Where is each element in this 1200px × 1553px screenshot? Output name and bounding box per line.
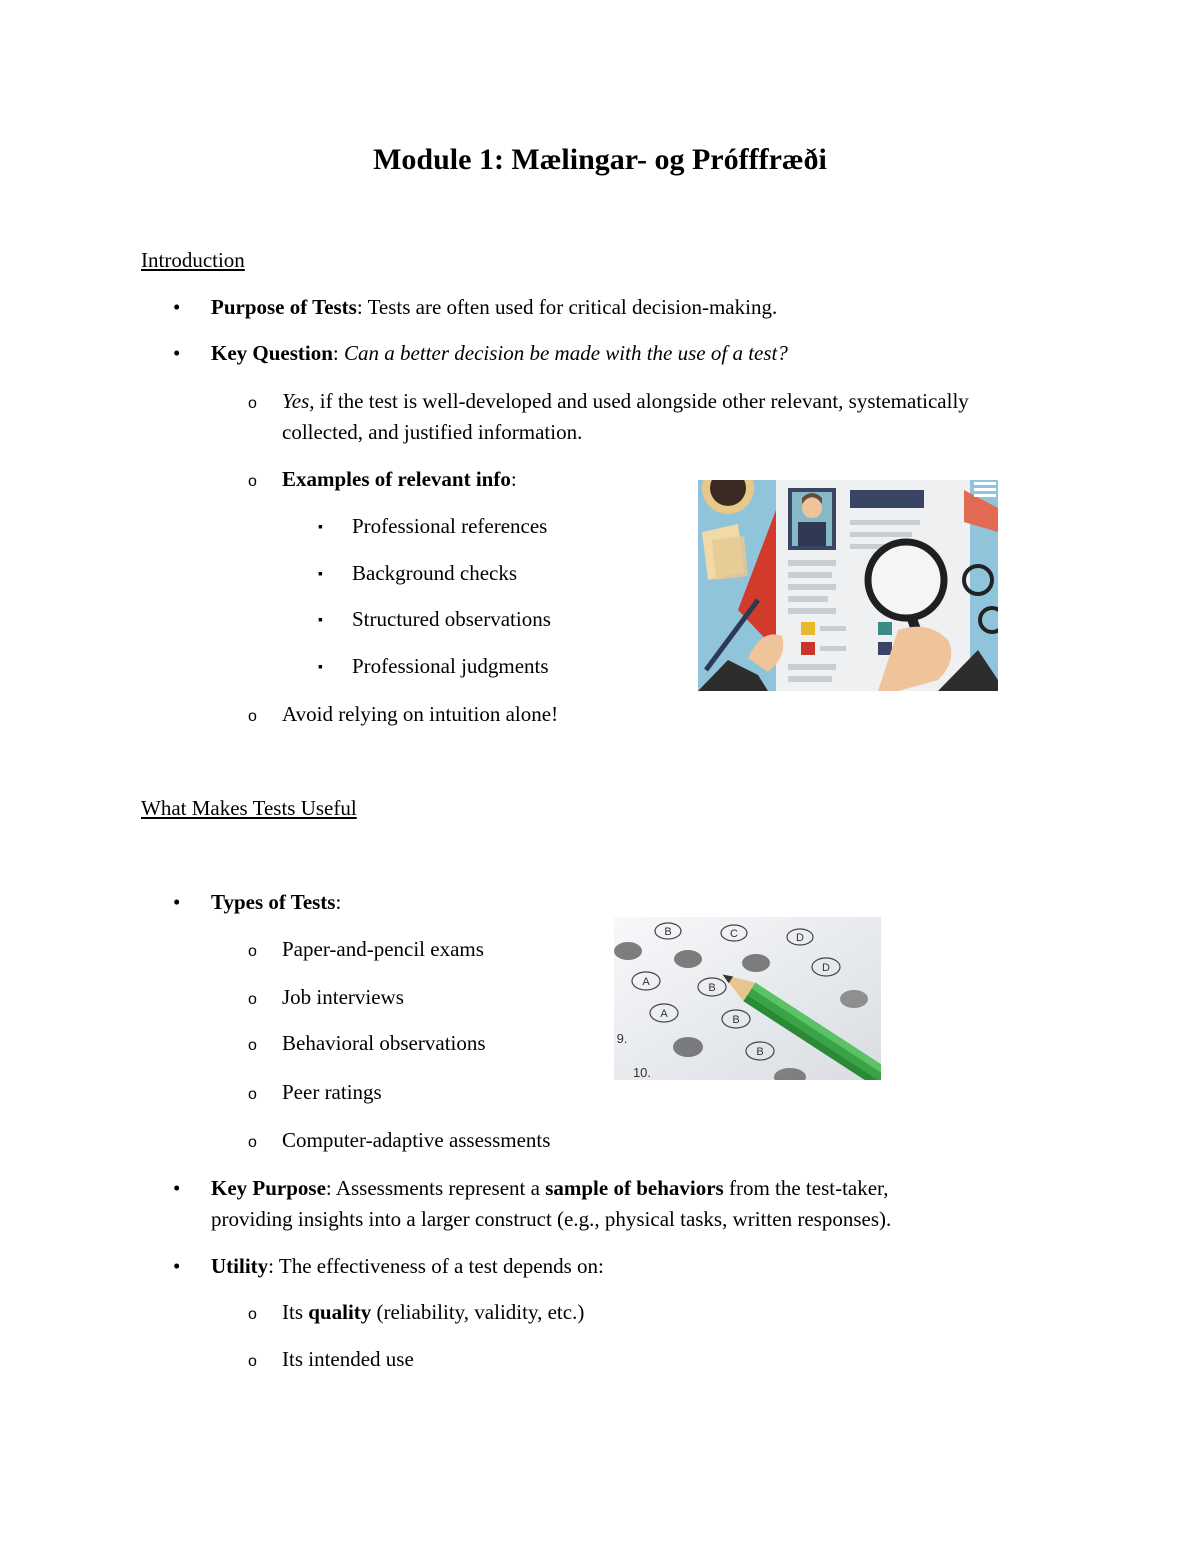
- resume-illustration-svg: [698, 480, 998, 691]
- yes-label: Yes: [282, 389, 310, 413]
- bubble-letter: B: [756, 1046, 764, 1058]
- intended-use-item: Its intended use: [282, 1347, 414, 1371]
- key-purpose-text-2: providing insights into a larger construct (e.g., physical tasks, written responses).: [211, 1207, 892, 1231]
- quality-item: [282, 1297, 584, 1328]
- bullet-marker: ▪: [318, 613, 323, 628]
- key-purpose-label: Key Purpose: [211, 1176, 326, 1200]
- quality-rest: (reliability, validity, etc.): [371, 1300, 585, 1324]
- bullet-marker: •: [173, 890, 181, 914]
- bullet-marker: o: [248, 1086, 257, 1103]
- bullet-marker: o: [248, 943, 257, 960]
- key-purpose-text-a: : Assessments represent a: [325, 1176, 546, 1200]
- examples-item: [282, 464, 517, 495]
- bubble-letter: C: [730, 928, 738, 940]
- examples-label: Examples of relevant info: [282, 467, 511, 491]
- bullet-marker: o: [248, 1306, 257, 1323]
- bullet-marker: o: [248, 473, 257, 490]
- bullet-marker: •: [173, 1254, 181, 1278]
- bullet-marker: ▪: [318, 520, 323, 535]
- yes-text-2: collected, and justified information.: [282, 420, 583, 444]
- key-question-label: Key Question: [211, 341, 333, 365]
- yes-item: [282, 386, 969, 417]
- list-item: Behavioral observations: [282, 1031, 486, 1055]
- answer-sheet-pencil-photo: [614, 917, 881, 1080]
- key-question-text: Can a better decision be made with the use of a test?: [344, 341, 788, 365]
- yes-text-1: , if the test is well-developed and used alongside other relevant, systematically: [309, 389, 969, 413]
- section-heading-useful: What Makes Tests Useful: [141, 796, 357, 820]
- types-of-tests-item: [211, 887, 341, 918]
- purpose-label: Purpose of Tests: [211, 295, 357, 319]
- quality-label: quality: [308, 1300, 372, 1324]
- bullet-marker: •: [173, 295, 181, 319]
- bullet-marker: o: [248, 708, 257, 725]
- key-question-sep: :: [332, 341, 345, 365]
- question-number: 9.: [616, 1031, 628, 1046]
- bullet-marker: ▪: [318, 660, 323, 675]
- types-sep: :: [335, 890, 342, 914]
- sample-of-behaviors: sample of behaviors: [545, 1176, 724, 1200]
- bullet-marker: ▪: [318, 567, 323, 582]
- resume-review-illustration: [698, 480, 998, 691]
- utility-text: : The effectiveness of a test depends on:: [268, 1254, 604, 1278]
- list-item: Peer ratings: [282, 1080, 382, 1104]
- bullet-marker: o: [248, 1037, 257, 1054]
- list-item: Professional judgments: [352, 654, 549, 678]
- page-title: Module 1: Mælingar- og Prófffræði: [373, 143, 827, 176]
- list-item: Computer-adaptive assessments: [282, 1128, 551, 1152]
- key-purpose-item: [211, 1173, 888, 1204]
- bullet-marker: •: [173, 341, 181, 365]
- key-purpose-text-b: from the test-taker,: [723, 1176, 889, 1200]
- bullet-marker: o: [248, 395, 257, 412]
- bubble-letter: D: [822, 962, 830, 974]
- bubble-letter: B: [664, 926, 672, 938]
- bubble-letter: A: [642, 976, 650, 988]
- bubble-letter: B: [708, 982, 716, 994]
- utility-item: [211, 1251, 604, 1282]
- answer-sheet-svg: [614, 917, 881, 1080]
- bubble-letter: A: [660, 1008, 668, 1020]
- examples-sep: :: [510, 467, 517, 491]
- list-item: Job interviews: [282, 985, 404, 1009]
- its-text: Its: [282, 1300, 309, 1324]
- list-item: Professional references: [352, 514, 548, 538]
- key-question-item: [211, 338, 788, 369]
- bullet-marker: •: [173, 1176, 181, 1200]
- purpose-of-tests-item: [211, 292, 777, 323]
- avoid-intuition-item: Avoid relying on intuition alone!: [282, 702, 559, 726]
- bullet-marker: o: [248, 1353, 257, 1370]
- bubble-letter: D: [796, 932, 804, 944]
- question-number: 10.: [632, 1065, 652, 1080]
- types-label: Types of Tests: [211, 890, 336, 914]
- bubble-letter: B: [732, 1014, 740, 1026]
- list-item: Background checks: [352, 561, 518, 585]
- purpose-text: : Tests are often used for critical decision-making.: [356, 295, 778, 319]
- section-heading-introduction: Introduction: [141, 248, 245, 272]
- utility-label: Utility: [211, 1254, 269, 1278]
- list-item: Structured observations: [352, 607, 551, 631]
- bullet-marker: o: [248, 991, 257, 1008]
- bullet-marker: o: [248, 1134, 257, 1151]
- list-item: Paper-and-pencil exams: [282, 937, 484, 961]
